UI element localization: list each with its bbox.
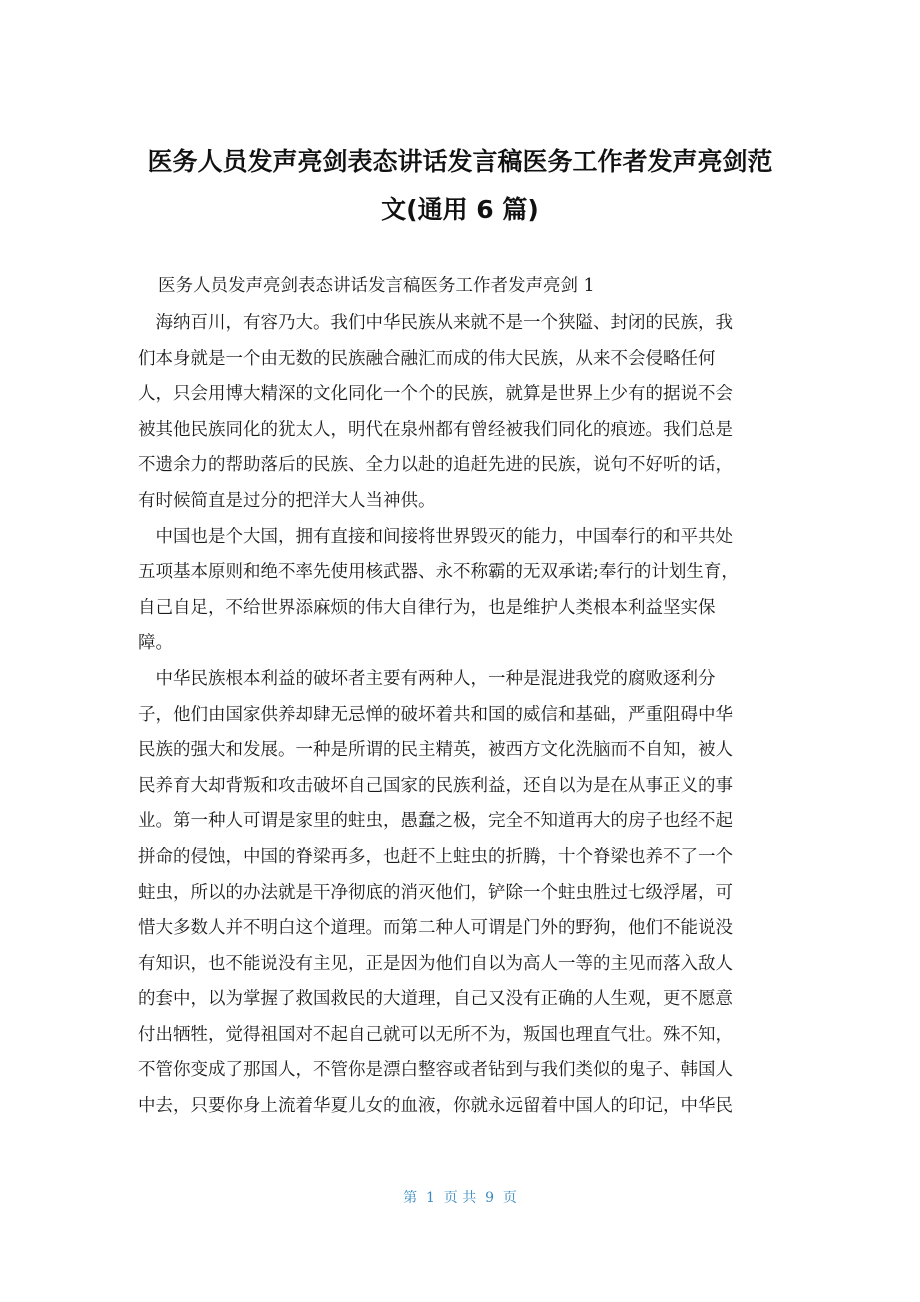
document-body (138, 306, 786, 1125)
section-heading: 医务人员发声亮剑表态讲话发言稿医务工作者发声亮剑 1 (158, 276, 595, 296)
paragraph-line: 中华民族根本利益的破坏者主要有两种人，一种是混进我党的腐败逐利分 (138, 668, 716, 689)
paragraph-line: 不遗余力的帮助落后的民族、全力以赴的追赶先进的民族，说句不好听的话， (138, 455, 733, 476)
paragraph-line: 民族的强大和发展。一种是所谓的民主精英，被西方文化洗脑而不自知，被人 (138, 740, 733, 761)
paragraph-line: 们本身就是一个由无数的民族融合融汇而成的伟大民族，从来不会侵略任何 (138, 348, 716, 369)
paragraph-line: 子，他们由国家供养却肆无忌惮的破坏着共和国的威信和基础，严重阻碍中华 (138, 704, 733, 725)
paragraph-line: 障。 (138, 633, 173, 654)
paragraph-line: 人，只会用博大精深的文化同化一个个的民族，就算是世界上少有的据说不会 (138, 384, 733, 405)
paragraph-line: 不管你变成了那国人，不管你是漂白整容或者钻到与我们类似的鬼子、韩国人 (138, 1060, 733, 1081)
paragraph (138, 520, 786, 662)
paragraph (138, 306, 786, 520)
paragraph-line: 中国也是个大国，拥有直接和间接将世界毁灭的能力，中国奉行的和平共处 (138, 526, 733, 547)
paragraph-line: 付出牺牲，觉得祖国对不起自己就可以无所不为，叛国也理直气壮。殊不知， (138, 1024, 733, 1045)
paragraph-line: 五项基本原则和绝不率先使用核武器、永不称霸的无双承诺;奉行的计划生育， (138, 562, 739, 583)
title-line-1: 医务人员发声亮剑表态讲话发言稿医务工作者发声亮剑范 (147, 147, 773, 176)
paragraph-line: 有时候简直是过分的把洋大人当神供。 (138, 490, 436, 511)
paragraph-line: 自己自足，不给世界添麻烦的伟大自律行为，也是维护人类根本利益坚实保 (138, 597, 716, 618)
paragraph-line: 民养育大却背叛和攻击破坏自己国家的民族利益，还自以为是在从事正义的事 (138, 775, 733, 796)
paragraph-line: 海纳百川，有容乃大。我们中华民族从来就不是一个狭隘、封闭的民族，我 (138, 313, 733, 333)
paragraph-line: 的套中，以为掌握了救国救民的大道理，自己又没有正确的人生观，更不愿意 (138, 989, 733, 1010)
paragraph (138, 662, 786, 1125)
document-title (138, 138, 782, 234)
paragraph-line: 蛀虫，所以的办法就是干净彻底的消灭他们，铲除一个蛀虫胜过七级浮屠，可 (138, 882, 733, 903)
paragraph-line: 业。第一种人可谓是家里的蛀虫，愚蠢之极，完全不知道再大的房子也经不起 (138, 811, 733, 832)
page-footer: 第 1 页 共 9 页 (403, 1190, 517, 1206)
paragraph-line: 中去，只要你身上流着华夏儿女的血液，你就永远留着中国人的印记，中华民 (138, 1096, 733, 1117)
paragraph-line: 有知识，也不能说没有主见，正是因为他们自以为高人一等的主见而落入敌人 (138, 953, 733, 974)
title-line-2: 文(通用 6 篇) (381, 195, 539, 224)
paragraph-line: 被其他民族同化的犹太人，明代在泉州都有曾经被我们同化的痕迹。我们总是 (138, 419, 733, 440)
paragraph-line: 拼命的侵蚀，中国的脊梁再多，也赶不上蛀虫的折腾，十个脊梁也养不了一个 (138, 846, 733, 867)
paragraph-line: 惜大多数人并不明白这个道理。而第二种人可谓是门外的野狗，他们不能说没 (138, 918, 733, 939)
